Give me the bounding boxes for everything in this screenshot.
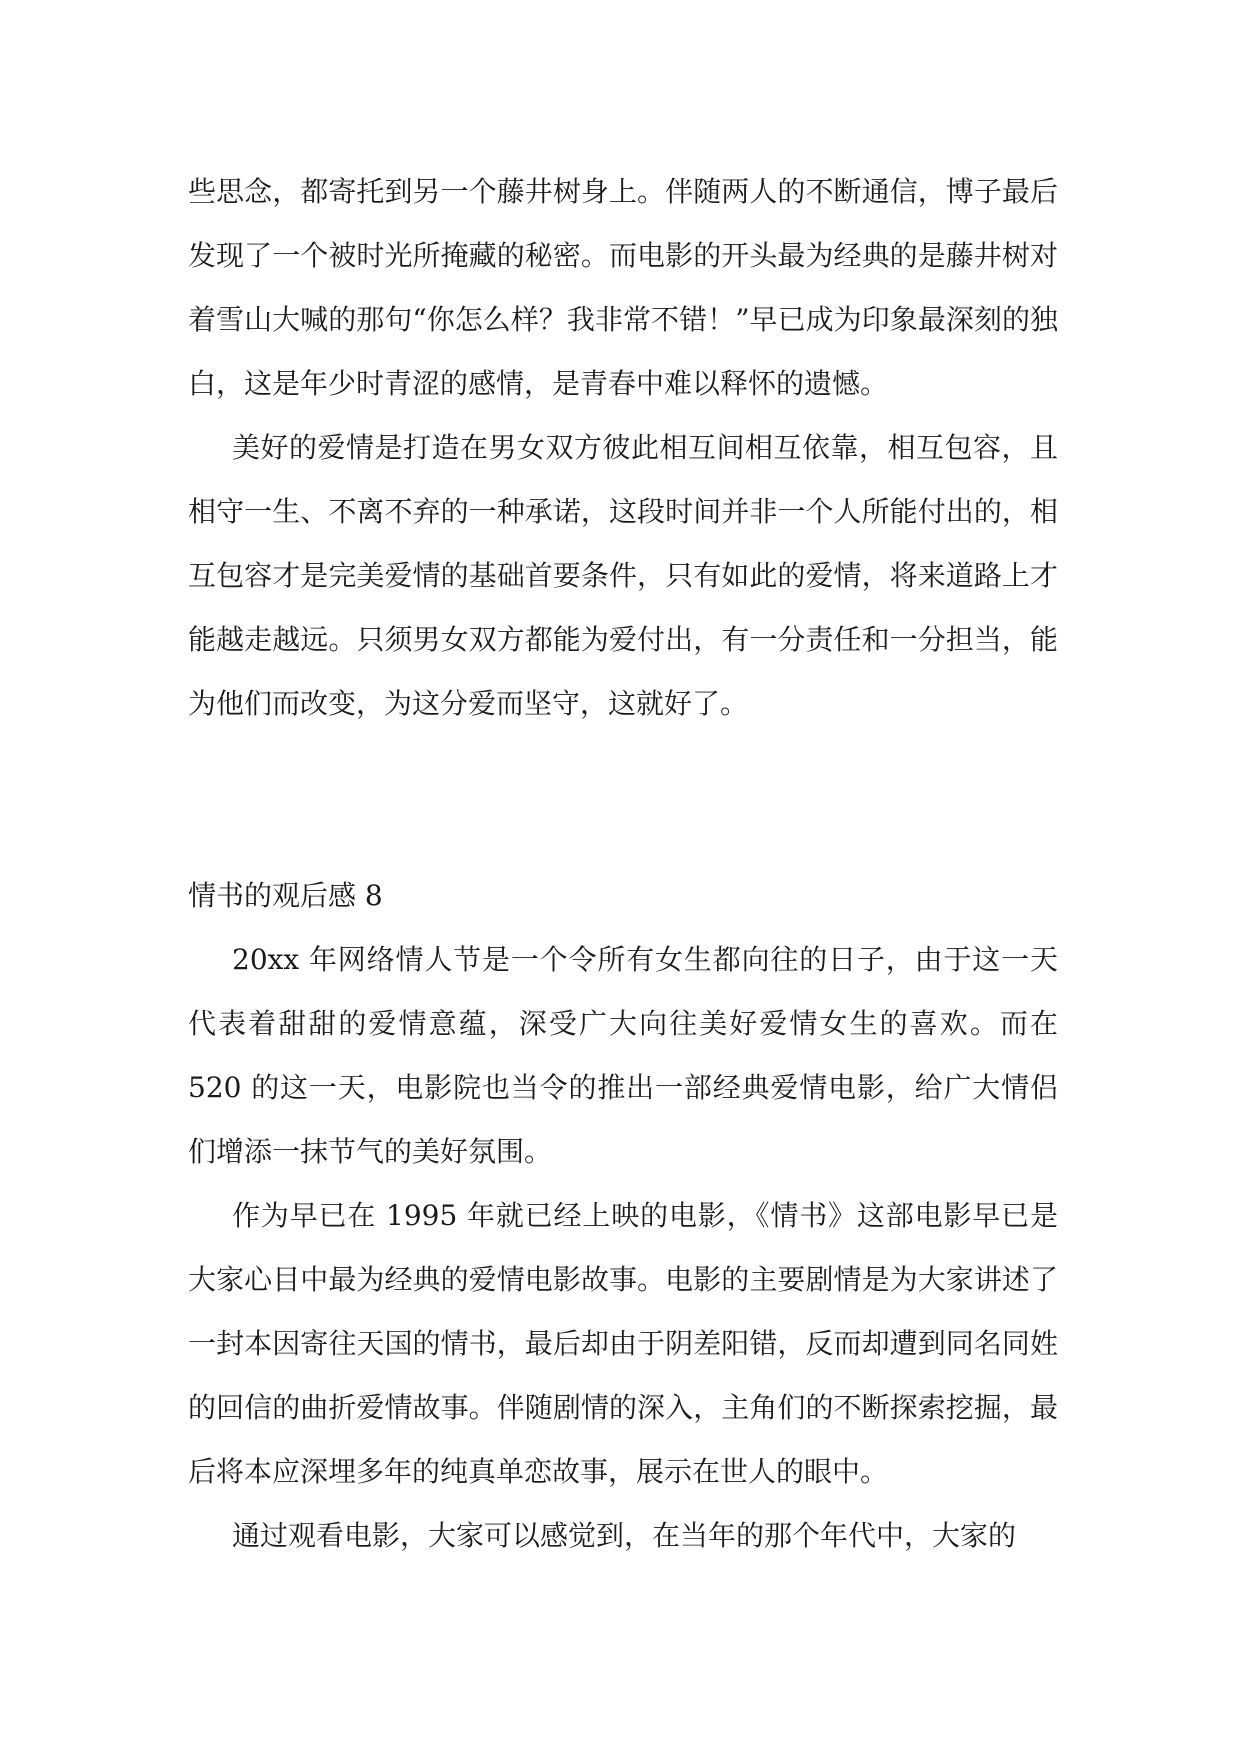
paragraph: 美好的爱情是打造在男女双方彼此相互间相互依靠，相互包容，且相守一生、不离不弃的一种承诺，这段时间并非一个人所能付出的，相互包容才是完美爱情的基础首要条件，只有如此的爱情，将来道路上才能越走越远。只须男女双方都能为爱付出，有一分责任和一分担当，能为他们而改变，为这分爱而坚守，这就好了。 [188, 431, 1058, 720]
paragraph-continuation: 些思念，都寄托到另一个藤井树身上。伴随两人的不断通信，博子最后发现了一个被时光所掩藏的秘密。而电影的开头最为经典的是藤井树对着雪山大喊的那句“你怎么样？我非常不错！”早已成为印象最深刻的独白，这是年少时青涩的感情，是青春中难以释怀的遗憾。 [188, 175, 1058, 400]
paragraph: 作为早已在 1995 年就已经上映的电影，《情书》这部电影早已是大家心目中最为经典的爱情电影故事。电影的主要剧情是为大家讲述了一封本因寄往天国的情书，最后却由于阴差阳错，反而却遭到同名同姓的回信的曲折爱情故事。伴随剧情的深入，主角们的不断探索挖掘，最后将本应深埋多年的纯真单恋故事，展示在世人的眼中。 [188, 1199, 1058, 1488]
document-body [188, 160, 1058, 1568]
paragraph: 通过观看电影，大家可以感觉到，在当年的那个年代中，大家的 [232, 1519, 1017, 1552]
paragraph: 20xx 年网络情人节是一个令所有女生都向往的日子，由于这一天代表着甜甜的爱情意蕴，深受广大向往美好爱情女生的喜欢。而在 520 的这一天，电影院也当令的推出一部经典爱情电影，给广大情侣们增添一抹节气的美好氛围。 [188, 943, 1058, 1168]
section-heading: 情书的观后感 8 [188, 879, 383, 912]
section-spacer [188, 736, 1058, 864]
